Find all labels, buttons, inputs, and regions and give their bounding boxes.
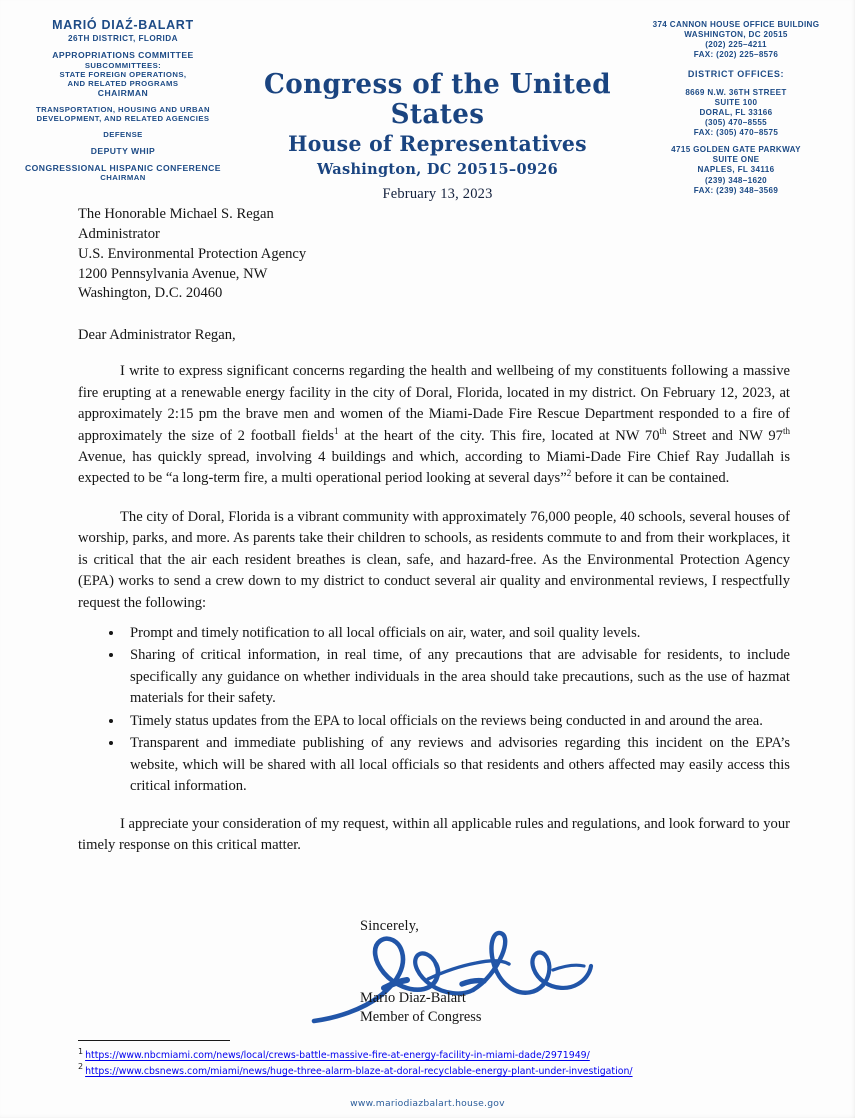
dc-office-fax: FAX: (202) 225–8576 <box>693 50 779 60</box>
signer-block <box>360 989 660 1026</box>
ordinal-suffix-70th: th <box>659 425 667 436</box>
dc-office-building: 374 CANNON HOUSE OFFICE BUILDING <box>652 20 820 29</box>
subcommittees-label: SUBCOMMITTEES: <box>84 60 162 70</box>
paragraph-2: The city of Doral, Florida is a vibrant community with approximately 76,000 people, 40 schools, several houses of worship, parks, and more. As parents take their children to schools, as residents commute to and from their workplaces, it is critical that the air each resident breathes is clean, safe, and hazard-free. As the Environmental Protection Agency (EPA) works to send a crew down to my district to conduct several air quality and environmental reviews, I respectfully request the following: <box>78 508 790 611</box>
house-title: House of Representatives <box>288 131 587 157</box>
subcommittee-2-line-2: DEVELOPMENT, AND RELATED AGENCIES <box>36 114 210 124</box>
paragraph-1-part-d: Avenue, has quickly spread, involving 4 buildings and which, according to Miami-Dade Fire Chief Ray Judallah is expected to be “a long-term fire, a multi operational period looking at several days” <box>78 448 790 487</box>
footnote-separator-rule <box>78 1040 230 1041</box>
dc-office-city: WASHINGTON, DC 20515 <box>684 30 788 40</box>
letterhead-right-block <box>631 20 841 196</box>
paragraph-1-part-e: before it can be contained. <box>571 470 730 487</box>
subcommittee-2-line-1: TRANSPORTATION, HOUSING AND URBAN <box>35 104 210 114</box>
letter-body <box>78 205 790 856</box>
naples-city: NAPLES, FL 34116 <box>697 165 775 175</box>
letterhead-left-block <box>8 18 238 183</box>
list-item: • Timely status updates from the EPA to local officials on the reviews being conducted in and around the area. <box>124 711 790 732</box>
signature-block <box>360 918 660 1026</box>
naples-phone: (239) 348–1620 <box>704 175 768 185</box>
footnote-2-number: 2 <box>78 1062 84 1072</box>
salutation: Dear Administrator Regan, <box>78 327 236 344</box>
caucus-block <box>8 163 238 182</box>
signer-name: Mario Diaz-Balart <box>360 990 466 1006</box>
subcommittee-3-block <box>8 130 238 139</box>
member-district: 26TH DISTRICT, FLORIDA <box>68 33 178 43</box>
list-item: • Prompt and timely notification to all local officials on air, water, and soil quality levels. <box>124 623 790 644</box>
paragraph-1-part-c: Street and NW 97 <box>666 427 783 444</box>
committee-block <box>8 50 238 98</box>
doral-fax: FAX: (305) 470–8575 <box>693 128 779 138</box>
committee-name: APPROPRIATIONS COMMITTEE <box>52 50 194 61</box>
list-item: • Transparent and immediate publishing of any reviews and advisories regarding this incident on the EPA’s website, which will be shared with all local officials so that residents and others affected may easily access this critical information. <box>124 733 790 797</box>
whip-block <box>8 146 238 156</box>
addressee-line-1: The Honorable Michael S. Regan <box>78 206 274 222</box>
letter-date: February 13, 2023 <box>382 185 493 202</box>
subcommittee-3: DEFENSE <box>103 130 143 140</box>
ordinal-suffix-97th: th <box>782 425 790 436</box>
signer-title: Member of Congress <box>360 1008 482 1025</box>
spacer <box>631 60 841 69</box>
doral-phone: (305) 470–8555 <box>704 118 768 128</box>
addressee-line-4: 1200 Pennsylvania Avenue, NW <box>78 265 268 282</box>
footnotes-section <box>78 1040 795 1079</box>
website-footer[interactable]: www.mariodiazbalart.house.gov <box>350 1098 505 1109</box>
doral-suite: SUITE 100 <box>714 97 758 107</box>
caucus-name: CONGRESSIONAL HISPANIC CONFERENCE <box>25 163 221 174</box>
naples-suite: SUITE ONE <box>712 155 760 165</box>
spacer <box>631 81 841 88</box>
footnote-ref-1: 1 <box>334 425 339 436</box>
spacer <box>631 138 841 145</box>
addressee-line-3: U.S. Environmental Protection Agency <box>78 245 307 262</box>
doral-street: 8669 N.W. 36TH STREET <box>685 87 787 97</box>
naples-street: 4715 GOLDEN GATE PARKWAY <box>671 145 801 155</box>
paragraph-1 <box>78 361 790 490</box>
subcommittee-1-role: CHAIRMAN <box>97 87 149 98</box>
footnote-2 <box>78 1064 795 1080</box>
subcommittee-1-line-1: STATE FOREIGN OPERATIONS, <box>59 69 187 79</box>
deputy-whip: DEPUTY WHIP <box>90 146 156 157</box>
footnote-1-number: 1 <box>78 1046 84 1056</box>
letterhead <box>0 0 855 200</box>
subcommittee-1-line-2: AND RELATED PROGRAMS <box>67 78 179 88</box>
footnote-ref-2: 2 <box>566 468 572 479</box>
footnote-2-link[interactable]: https://www.cbsnews.com/miami/news/huge-three-alarm-blaze-at-doral-recyclable-energy-plant-under-investigation/ <box>85 1065 633 1077</box>
paragraph-1-part-a: I write to express significant concerns regarding the health and wellbeing of my constituents following a massive fire erupting at a renewable energy facility in the city of Doral, Florida, located in my district. On February 12, 2023, at approximately 2:15 pm the brave men and women of the Miami-Dade Fire Rescue Department responded to a fire of approximately the size of 2 football fields <box>78 363 790 444</box>
caucus-role: CHAIRMAN <box>100 173 146 183</box>
requests-list <box>78 623 790 798</box>
member-name: MARIÓ DIAŹ-BALART <box>52 18 194 32</box>
naples-fax: FAX: (239) 348–3569 <box>693 185 779 195</box>
letterhead-center-block <box>235 70 640 203</box>
district-offices-label: DISTRICT OFFICES: <box>687 69 785 80</box>
subcommittee-2-block <box>8 105 238 123</box>
addressee-line-5: Washington, D.C. 20460 <box>78 285 223 302</box>
congress-title: Congress of the United States <box>264 69 611 131</box>
paragraph-3: I appreciate your consideration of my request, within all applicable rules and regulations, and look forward to your timely response on this critical matter. <box>78 815 790 853</box>
closing-salutation: Sincerely, <box>360 918 420 934</box>
washington-line: Washington, DC 20515–0926 <box>316 160 559 178</box>
doral-city: DORAL, FL 33166 <box>699 107 773 117</box>
addressee-line-2: Administrator <box>78 225 160 242</box>
dc-office-phone: (202) 225–4211 <box>705 40 767 50</box>
list-item: • Sharing of critical information, in real time, of any precautions that are advisable for residents, to include specifically any guidance on whether individuals in the area should take precautions, such as the use of hazmat materials for their safety. <box>124 645 790 709</box>
addressee-block <box>78 205 790 304</box>
footnote-1 <box>78 1048 795 1064</box>
footnote-1-link[interactable]: https://www.nbcmiami.com/news/local/crews-battle-massive-fire-at-energy-facility-in-miami-dade/2971949/ <box>85 1050 590 1061</box>
paragraph-1-part-b: at the heart of the city. This fire, located at NW 70 <box>338 427 660 444</box>
